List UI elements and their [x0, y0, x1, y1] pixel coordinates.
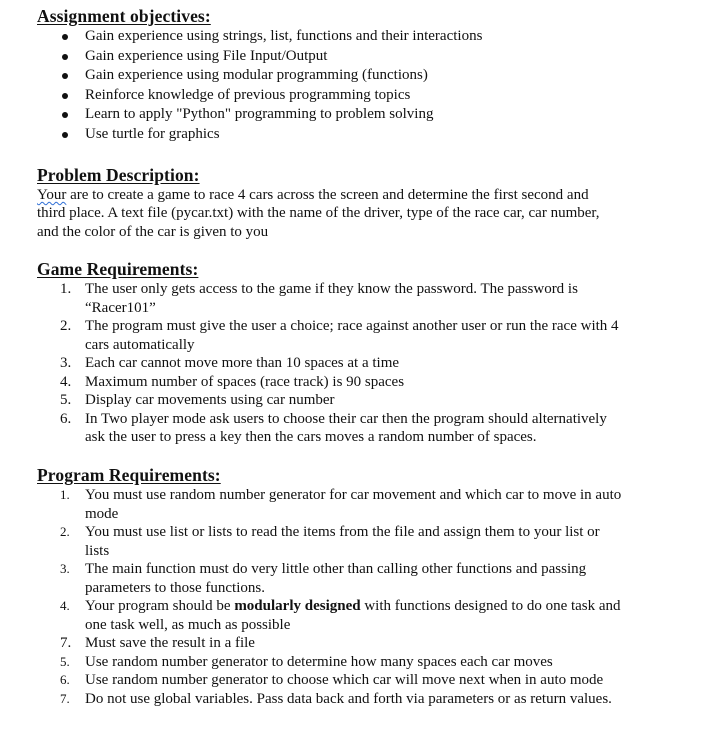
- bullet-icon: [62, 132, 68, 138]
- game-requirement-item: 2. The program must give the user a choice; race against another user or run the race with 4 cars automatically: [60, 318, 619, 353]
- program-requirement-item: 7. Must save the result in a file: [60, 635, 255, 651]
- game-requirement-item: 5. Display car movements using car number: [60, 392, 335, 408]
- problem-line: third place. A text file (pycar.txt) with the name of the driver, type of the race car, car number,: [37, 205, 600, 222]
- program-requirement-item: 6. Use random number generator to choose which car will move next when in auto mode: [60, 672, 604, 688]
- program-requirement-item: 4. Your program should be modularly designed with functions designed to do one task and one task well, as much as possible: [60, 598, 621, 633]
- program-requirements-list: [0, 486, 621, 708]
- game-requirement-item: 4. Maximum number of spaces (race track) is 90 spaces: [60, 373, 405, 390]
- objectives-heading: Assignment objectives:: [37, 6, 211, 26]
- bullet-icon: [62, 73, 68, 79]
- game-heading: Game Requirements:: [37, 259, 199, 279]
- spellcheck-word: Your: [37, 187, 67, 203]
- problem-line: and the color of the car is given to you: [37, 223, 269, 240]
- game-requirements-list: [0, 280, 619, 447]
- program-heading: Program Requirements:: [37, 465, 221, 485]
- game-requirement-item: 3. Each car cannot move more than 10 spaces at a time: [60, 355, 400, 371]
- program-requirement-item: 5. Use random number generator to determine how many spaces each car moves: [60, 653, 553, 670]
- game-requirement-item: 6. In Two player mode ask users to choose their car then the program should alternatively ask the user to press a key then the cars moves a random number of spaces.: [60, 410, 607, 445]
- problem-paragraph: [37, 186, 677, 241]
- bullet-icon: [62, 93, 68, 99]
- game-requirement-item: 1. The user only gets access to the game if they know the password. The password is “Racer101”: [60, 281, 578, 316]
- assignment-document: Assignment objectives: Gain experience using strings, list, functions and their interactions Gain experience using File Input/Output Gain experience using modular programming (functions) Reinforce knowledge of previous programming topics Learn to apply "Python" programming to problem solving Use turtle for graphics Problem Description: Your are to create a game to race 4 cars across the screen and determine the first second and third place. A text file (pycar.txt) with the name of the driver, type of the race car, car number, and the color of the car is given to you Game Requirements: 1. The user only gets access to the game if they know the password. The password is “Racer101” 2. The program must give the user a choice; race against another user or run the race with 4 cars automatically 3. Each car cannot move more than 10 spaces at a time 4. Maximum number of spaces (race track) is 90 spaces 5. Display car movements using car number 6. In Two player mode ask users to choose their car then the program should alternatively ask the user to press a key then the cars moves a random number of spaces. Program Requirements: 1. You must use random number generator for car movement and which car to move in auto mode 2. You must use list or lists to read the items from the file and assign them to your list or lists 3. The main function must do very little other than calling other functions and passing parameters to those functions. 4. Your program should be modularly designed with functions designed to do one task and one task well, as much as possible 7. Must save the result in a file 5. Use random number generator to determine how many spaces each car moves 6. Use random number generator to choose which car will move next when in auto mode 7. Do not use global variables. Pass data back and forth via parameters or as return values.: [0, 0, 728, 738]
- bullet-icon: [62, 112, 68, 118]
- bullet-icon: [62, 54, 68, 60]
- problem-heading: Problem Description:: [37, 165, 200, 185]
- program-requirement-item: 7. Do not use global variables. Pass data back and forth via parameters or as return values.: [60, 690, 612, 707]
- program-requirement-item: 3. The main function must do very little other than calling other functions and passing parameters to those functions.: [60, 561, 587, 596]
- program-requirement-item: 1. You must use random number generator for car movement and which car to move in auto mode: [60, 487, 622, 522]
- bold-phrase: modularly designed: [234, 598, 361, 614]
- bullet-icon: [62, 34, 68, 40]
- problem-line: Your are to create a game to race 4 cars across the screen and determine the first second and: [37, 187, 589, 203]
- program-requirement-item: 2. You must use list or lists to read the items from the file and assign them to your list or lists: [60, 524, 600, 559]
